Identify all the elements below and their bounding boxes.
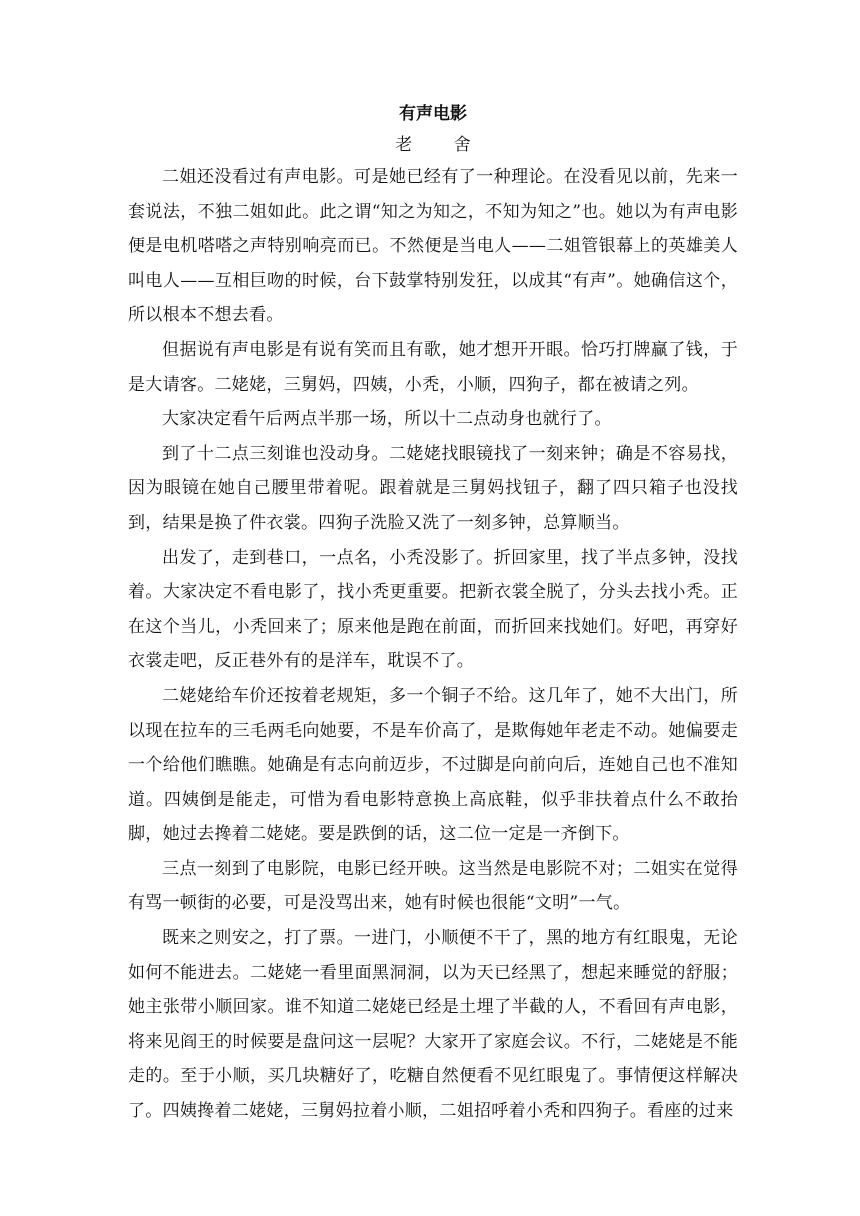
document-body	[128, 160, 738, 1129]
paragraph: 但据说有声电影是有说有笑而且有歌，她才想开开眼。恰巧打牌赢了钱，于是大请客。二姥姥，三舅妈，四姨，小秃，小顺，四狗子，都在被请之列。	[128, 339, 738, 395]
paragraph: 二姥姥给车价还按着老规矩，多一个铜子不给。这几年了，她不大出门，所以现在拉车的三毛两毛向她要，不是车价高了，是欺侮她年老走不动。她偏要走一个给他们瞧瞧。她确是有志向前迈步，不过脚是向前向后，连她自己也不准知道。四姨倒是能走，可惜为看电影特意换上高底鞋，似乎非扶着点什么不敢抬脚，她过去搀着二姥姥。要是跌倒的话，这二位一定是一齐倒下。	[128, 685, 738, 845]
paragraph: 大家决定看午后两点半那一场，所以十二点动身也就行了。	[162, 409, 612, 430]
paragraph: 三点一刻到了电影院，电影已经开映。这当然是电影院不对；二姐实在觉得有骂一顿街的必要，可是没骂出来，她有时候也很能“文明”一气。	[128, 858, 738, 914]
author-name: 老 舍	[395, 135, 489, 155]
paragraph: 二姐还没看过有声电影。可是她已经有了一种理论。在没看见以前，先来一套说法，不独二姐如此。此之谓“知之为知之，不知为知之”也。她以为有声电影便是电机嗒嗒之声特别响亮而已。不然便是当电人——二姐管银幕上的英雄美人叫电人——互相巨吻的时候，台下鼓掌特别发狂，以成其“有声”。她确信这个，所以根本不想去看。	[128, 167, 738, 326]
paragraph: 既来之则安之，打了票。一进门，小顺便不干了，黑的地方有红眼鬼，无论如何不能进去。二姥姥一看里面黑洞洞，以为天已经黑了，想起来睡觉的舒服；她主张带小顺回家。谁不知道二姥姥已经是土埋了半截的人，不看回有声电影，将来见阎王的时候要是盘问这一层呢？大家开了家庭会议。不行，二姥姥是不能走的。至于小顺，买几块糖好了，吃糖自然便看不见红眼鬼了。事情便这样解决了。四姨搀着二姥姥，三舅妈拉着小顺，二姐招呼着小秃和四狗子。看座的过来	[128, 928, 738, 1122]
paragraph: 出发了，走到巷口，一点名，小秃没影了。折回家里，找了半点多钟，没找着。大家决定不看电影了，找小秃更重要。把新衣裳全脱了，分头去找小秃。正在这个当儿，小秃回来了；原来他是跑在前面，而折回来找她们。好吧，再穿好衣裳走吧，反正巷外有的是洋车，耽误不了。	[128, 547, 738, 672]
document-page	[128, 100, 738, 1129]
document-title: 有声电影	[399, 104, 467, 124]
paragraph: 到了十二点三刻谁也没动身。二姥姥找眼镜找了一刻来钟；确是不容易找，因为眼镜在她自己腰里带着呢。跟着就是三舅妈找钮子，翻了四只箱子也没找到，结果是换了件衣裳。四狗子洗脸又洗了一刻多钟，总算顺当。	[128, 443, 738, 533]
